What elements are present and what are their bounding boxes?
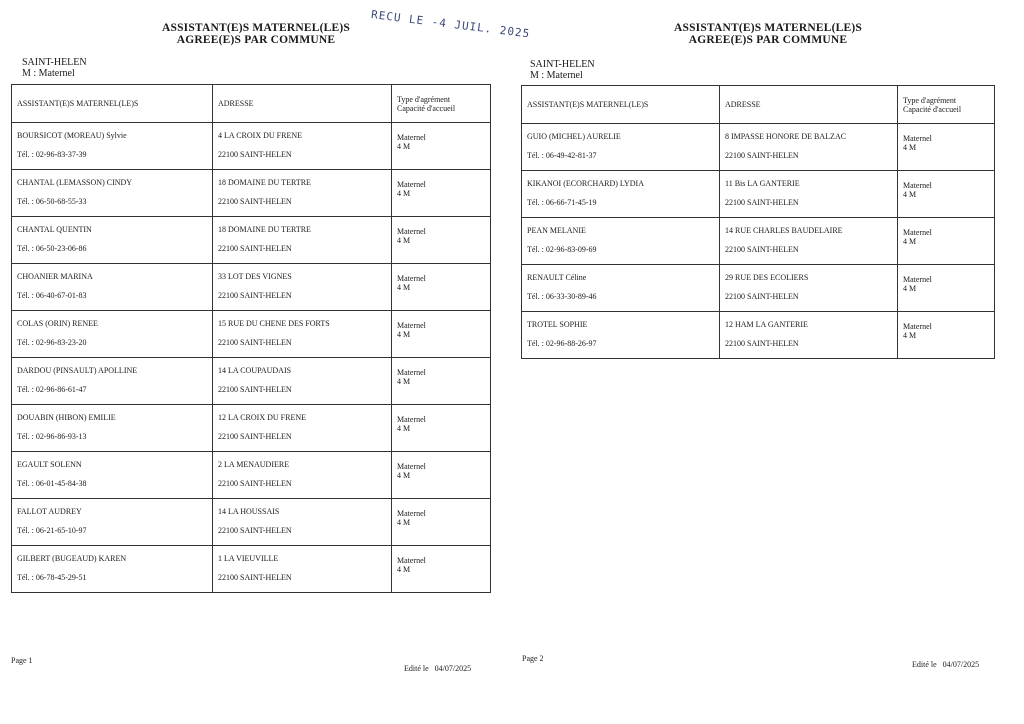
capacity: 4 M (903, 331, 917, 340)
person-phone: Tél. : 02-96-86-93-13 (17, 432, 87, 441)
edited-label: Edité le (912, 660, 937, 669)
cell-type (898, 218, 995, 265)
cell-person (12, 311, 213, 358)
approval-type: Maternel (903, 228, 932, 237)
postal-city: 22100 SAINT-HELEN (218, 197, 292, 206)
column-header-type: Type d'agrément Capacité d'accueil (898, 86, 995, 124)
postal-city: 22100 SAINT-HELEN (218, 432, 292, 441)
childminders-table (521, 85, 995, 359)
approval-type: Maternel (903, 181, 932, 190)
approval-type: Maternel (903, 322, 932, 331)
cell-type (898, 312, 995, 359)
street-address: 14 LA COUPAUDAIS (218, 366, 292, 375)
column-header-name: ASSISTANT(E)S MATERNEL(LE)S (522, 86, 720, 124)
person-name: CHANTAL (LEMASSON) CINDY (17, 178, 133, 187)
person-name: DOUABIN (HIBON) EMILIE (17, 413, 116, 422)
cell-address (213, 264, 392, 311)
capacity: 4 M (903, 237, 917, 246)
cell-person (12, 499, 213, 546)
cell-address (213, 405, 392, 452)
street-address: 14 LA HOUSSAIS (218, 507, 280, 516)
capacity: 4 M (397, 565, 411, 574)
postal-city: 22100 SAINT-HELEN (218, 526, 292, 535)
approval-type: Maternel (397, 556, 426, 565)
edited-date-value: 04/07/2025 (942, 660, 980, 669)
person-name: EGAULT SOLENN (17, 460, 82, 469)
postal-city: 22100 SAINT-HELEN (218, 338, 292, 347)
person-name: KIKANOI (ECORCHARD) LYDIA (527, 179, 644, 188)
capacity: 4 M (397, 377, 411, 386)
cell-address (213, 170, 392, 217)
cell-type (898, 265, 995, 312)
cell-person (12, 358, 213, 405)
person-name: TROTEL SOPHIE (527, 320, 588, 329)
table-row (12, 358, 491, 405)
page-title-line-2: AGREE(E)S PAR COMMUNE (176, 34, 336, 46)
capacity: 4 M (397, 283, 411, 292)
table-row (12, 123, 491, 170)
person-name: COLAS (ORIN) RENEE (17, 319, 98, 328)
postal-city: 22100 SAINT-HELEN (725, 292, 799, 301)
street-address: 1 LA VIEUVILLE (218, 554, 279, 563)
table-row (12, 452, 491, 499)
person-phone: Tél. : 06-49-42-81-37 (527, 151, 597, 160)
type-legend: M : Maternel (22, 68, 75, 79)
cell-address (720, 265, 898, 312)
cell-address (213, 311, 392, 358)
cell-type (392, 358, 491, 405)
cell-type (392, 452, 491, 499)
cell-type (392, 264, 491, 311)
document-page-2 (512, 0, 1024, 724)
cell-address (720, 218, 898, 265)
page-title (512, 22, 1024, 46)
person-phone: Tél. : 06-40-67-01-83 (17, 291, 87, 300)
commune-name: SAINT-HELEN (530, 59, 595, 70)
cell-address (213, 452, 392, 499)
cell-type (392, 217, 491, 264)
edited-date (404, 664, 477, 673)
table-row (522, 124, 995, 171)
capacity: 4 M (903, 143, 917, 152)
person-phone: Tél. : 02-96-86-61-47 (17, 385, 87, 394)
cell-type (898, 124, 995, 171)
cell-type (392, 311, 491, 358)
cell-person (12, 217, 213, 264)
cell-type (392, 546, 491, 593)
table-row (12, 170, 491, 217)
table-row (12, 311, 491, 358)
street-address: 12 HAM LA GANTERIE (725, 320, 808, 329)
table-row (522, 312, 995, 359)
person-phone: Tél. : 02-96-83-37-39 (17, 150, 87, 159)
capacity: 4 M (397, 189, 411, 198)
cell-address (213, 358, 392, 405)
column-header-address: ADRESSE (720, 86, 898, 124)
type-legend: M : Maternel (530, 70, 583, 81)
column-header-name: ASSISTANT(E)S MATERNEL(LE)S (12, 85, 213, 123)
cell-address (213, 217, 392, 264)
street-address: 33 LOT DES VIGNES (218, 272, 292, 281)
street-address: 18 DOMAINE DU TERTRE (218, 225, 311, 234)
street-address: 2 LA MENAUDIERE (218, 460, 290, 469)
person-phone: Tél. : 06-50-23-06-86 (17, 244, 87, 253)
page-title-line-1: ASSISTANT(E)S MATERNEL(LE)S (161, 22, 351, 34)
approval-type: Maternel (397, 180, 426, 189)
cell-person (12, 452, 213, 499)
table-row (12, 405, 491, 452)
person-name: PEAN MELANIE (527, 226, 586, 235)
person-phone: Tél. : 06-66-71-45-19 (527, 198, 597, 207)
cell-type (392, 123, 491, 170)
table-header-row (12, 85, 491, 123)
approval-type: Maternel (397, 227, 426, 236)
person-name: CHOANIER MARINA (17, 272, 93, 281)
postal-city: 22100 SAINT-HELEN (725, 245, 799, 254)
cell-address (720, 312, 898, 359)
capacity: 4 M (397, 142, 411, 151)
cell-type (898, 171, 995, 218)
column-header-type: Type d'agrément Capacité d'accueil (392, 85, 491, 123)
table-row (522, 171, 995, 218)
capacity: 4 M (903, 190, 917, 199)
cell-person (522, 312, 720, 359)
street-address: 18 DOMAINE DU TERTRE (218, 178, 311, 187)
street-address: 4 LA CROIX DU FRENE (218, 131, 303, 140)
page-number: Page 2 (522, 654, 544, 663)
cell-address (213, 499, 392, 546)
cell-person (12, 546, 213, 593)
capacity: 4 M (397, 518, 411, 527)
postal-city: 22100 SAINT-HELEN (218, 385, 292, 394)
cell-address (720, 124, 898, 171)
person-phone: Tél. : 06-01-45-84-38 (17, 479, 87, 488)
approval-type: Maternel (903, 275, 932, 284)
page-title-line-1: ASSISTANT(E)S MATERNEL(LE)S (673, 22, 863, 34)
cell-address (213, 123, 392, 170)
edited-label: Edité le (404, 664, 429, 673)
street-address: 14 RUE CHARLES BAUDELAIRE (725, 226, 843, 235)
cell-type (392, 170, 491, 217)
childminders-table (11, 84, 491, 593)
postal-city: 22100 SAINT-HELEN (725, 198, 799, 207)
page-number: Page 1 (11, 656, 33, 665)
table-row (522, 218, 995, 265)
person-name: CHANTAL QUENTIN (17, 225, 92, 234)
received-stamp: RECU LE -4 JUIL. 2025 (370, 8, 531, 41)
cell-person (12, 170, 213, 217)
table-row (12, 217, 491, 264)
edited-date-value: 04/07/2025 (434, 664, 472, 673)
street-address: 29 RUE DES ECOLIERS (725, 273, 809, 282)
approval-type: Maternel (397, 133, 426, 142)
cell-address (720, 171, 898, 218)
capacity: 4 M (903, 284, 917, 293)
cell-person (522, 124, 720, 171)
page-title-line-2: AGREE(E)S PAR COMMUNE (688, 34, 848, 46)
postal-city: 22100 SAINT-HELEN (218, 150, 292, 159)
approval-type: Maternel (397, 274, 426, 283)
person-name: DARDOU (PINSAULT) APOLLINE (17, 366, 138, 375)
person-phone: Tél. : 06-78-45-29-51 (17, 573, 87, 582)
person-phone: Tél. : 06-33-30-89-46 (527, 292, 597, 301)
edited-date (912, 660, 985, 669)
person-phone: Tél. : 02-96-83-09-69 (527, 245, 597, 254)
person-phone: Tél. : 06-21-65-10-97 (17, 526, 87, 535)
cell-person (12, 264, 213, 311)
postal-city: 22100 SAINT-HELEN (725, 339, 799, 348)
cell-type (392, 499, 491, 546)
cell-person (522, 265, 720, 312)
approval-type: Maternel (397, 462, 426, 471)
street-address: 8 IMPASSE HONORE DE BALZAC (725, 132, 847, 141)
capacity: 4 M (397, 424, 411, 433)
person-phone: Tél. : 02-96-88-26-97 (527, 339, 597, 348)
cell-person (522, 218, 720, 265)
street-address: 11 Bis LA GANTERIE (725, 179, 800, 188)
person-name: BOURSICOT (MOREAU) Sylvie (17, 131, 127, 140)
postal-city: 22100 SAINT-HELEN (218, 291, 292, 300)
approval-type: Maternel (397, 415, 426, 424)
street-address: 15 RUE DU CHENE DES FORTS (218, 319, 330, 328)
person-name: GILBERT (BUGEAUD) KAREN (17, 554, 127, 563)
street-address: 12 LA CROIX DU FRENE (218, 413, 307, 422)
capacity: 4 M (397, 236, 411, 245)
approval-type: Maternel (903, 134, 932, 143)
table-row (12, 264, 491, 311)
approval-type: Maternel (397, 368, 426, 377)
cell-person (522, 171, 720, 218)
column-header-address: ADRESSE (213, 85, 392, 123)
postal-city: 22100 SAINT-HELEN (218, 479, 292, 488)
table-row (522, 265, 995, 312)
cell-person (12, 123, 213, 170)
approval-type: Maternel (397, 321, 426, 330)
person-name: GUIO (MICHEL) AURELIE (527, 132, 621, 141)
person-name: FALLOT AUDREY (17, 507, 82, 516)
person-name: RENAULT Céline (527, 273, 587, 282)
postal-city: 22100 SAINT-HELEN (725, 151, 799, 160)
capacity: 4 M (397, 330, 411, 339)
postal-city: 22100 SAINT-HELEN (218, 573, 292, 582)
postal-city: 22100 SAINT-HELEN (218, 244, 292, 253)
cell-address (213, 546, 392, 593)
table-row (12, 546, 491, 593)
commune-name: SAINT-HELEN (22, 57, 87, 68)
table-row (12, 499, 491, 546)
approval-type: Maternel (397, 509, 426, 518)
person-phone: Tél. : 06-50-68-55-33 (17, 197, 87, 206)
cell-type (392, 405, 491, 452)
capacity: 4 M (397, 471, 411, 480)
table-header-row (522, 86, 995, 124)
person-phone: Tél. : 02-96-83-23-20 (17, 338, 87, 347)
cell-person (12, 405, 213, 452)
